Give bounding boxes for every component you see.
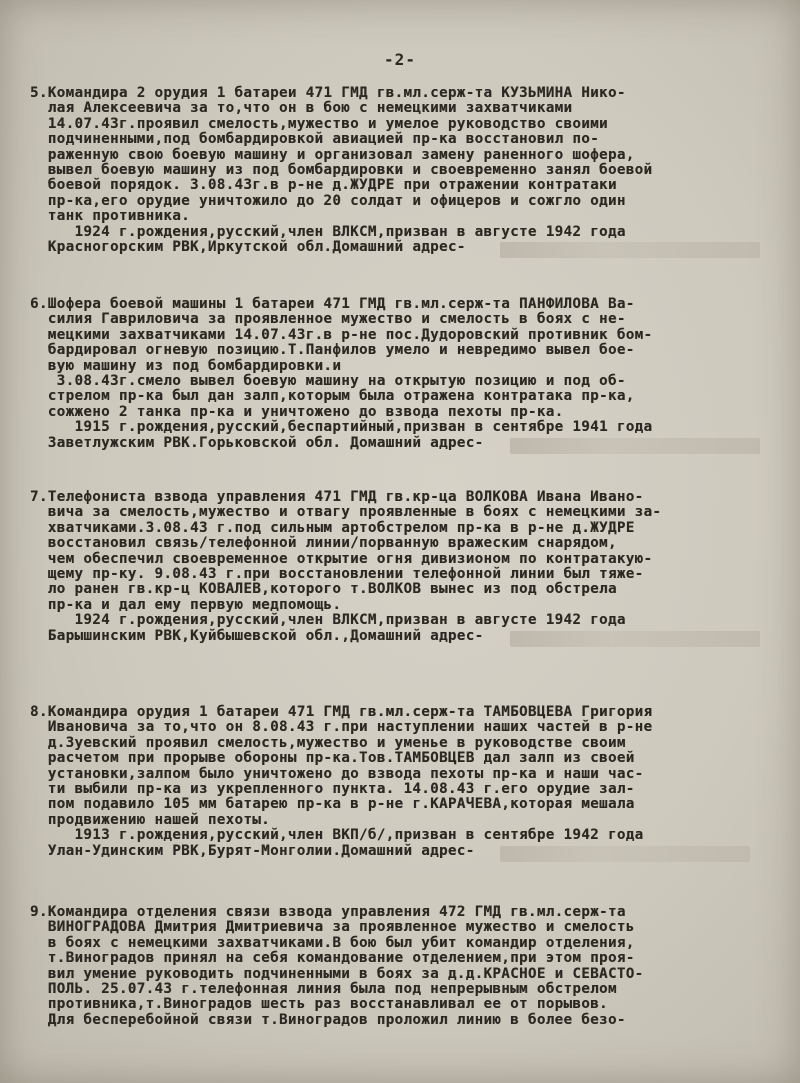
entry-line: пом подавило 105 мм батарею пр-ка в р-не г.КАРАЧЕВА,которая мешала xyxy=(30,796,635,813)
award-entry-8 xyxy=(30,705,785,859)
entry-address-text: Заветлужским РВК.Горьковской обл. Домашний адрес- xyxy=(30,434,484,451)
page-number: -2- xyxy=(384,50,416,69)
entry-line: вую машину из под бомбардировки.и xyxy=(30,357,555,374)
entry-line: д.Зуевский проявил смелость,мужество и уменье в руководстве своим xyxy=(30,734,626,751)
entry-line: силия Гавриловича за проявленное мужество и смелость в боях с не- xyxy=(30,311,626,328)
entry-line: танк противника. xyxy=(30,208,191,225)
entry-address-text: Барышинским РВК,Куйбышевской обл.,Домашний адрес- xyxy=(30,627,484,644)
entry-line: подчиненными,под бомбардировкой авиацией пр-ка восстановил по- xyxy=(30,131,600,148)
entry-line: мецкими захватчиками 14.07.43г.в р-не пос.Дудоровский противник бом- xyxy=(30,326,653,343)
award-entry-6 xyxy=(30,297,785,451)
redaction-blur xyxy=(510,631,760,647)
entry-line: 1915 г.рождения,русский,беспартийный,призван в сентябре 1941 года xyxy=(30,419,653,436)
entry-line: 1913 г.рождения,русский,член ВКП/б/,призван в сентябре 1942 года xyxy=(30,827,644,844)
entry-line: 1924 г.рождения,русский,член ВЛКСМ,призван в августе 1942 года xyxy=(30,223,626,240)
entry-line: ти выбили пр-ка из укрепленного пункта. 14.08.43 г.его орудие зал- xyxy=(30,781,635,798)
entry-line: ПОЛЬ. 25.07.43 г.телефонная линия была под непрерывным обстрелом xyxy=(30,981,617,998)
entry-line: пр-ка и дал ему первую медпомощь. xyxy=(30,596,342,613)
entry-line: вил умение руководить подчиненными в боях за д.д.КРАСНОЕ и СЕВАСТО- xyxy=(30,965,644,982)
award-entry-5 xyxy=(30,86,785,255)
entry-line: сожжено 2 танка пр-ка и уничтожено до взвода пехоты пр-ка. xyxy=(30,403,564,420)
entry-line: 1924 г.рождения,русский,член ВЛКСМ,призван в августе 1942 года xyxy=(30,612,626,629)
entry-line: вывел боевую машину из под бомбардировки и своевременно занял боевой xyxy=(30,162,653,179)
redaction-blur xyxy=(500,846,750,862)
entry-line: вича за смелость,мужество и отвагу проявленные в боях с немецкими за- xyxy=(30,504,662,521)
entry-line xyxy=(30,629,785,644)
entry-line: 7.Телефониста взвода управления 471 ГМД гв.кр-ца ВОЛКОВА Ивана Ивано- xyxy=(30,489,644,505)
entry-line: продвижению нашей пехоты. xyxy=(30,811,271,828)
entry-line xyxy=(30,240,785,255)
entry-line: 3.08.43г.смело вывел боевую машину на открытую позицию и под об- xyxy=(30,373,626,390)
entry-line: лая Алексеевича за то,что он в бою с немецкими захватчиками xyxy=(30,100,573,117)
entry-line: хватчиками.3.08.43 г.под сильным артобстрелом пр-ка в р-не д.ЖУДРЕ xyxy=(30,519,635,536)
entry-line: раженную свою боевую машину и организовал замену раненного шофера, xyxy=(30,146,635,163)
entry-line: ло ранен гв.кр-ц КОВАЛЕВ,которого т.ВОЛКОВ вынес из под обстрела xyxy=(30,581,617,598)
entry-line: 8.Командира орудия 1 батареи 471 ГМД гв.мл.серж-та ТАМБОВЦЕВА Григория xyxy=(30,704,653,720)
entry-line: 6.Шофера боевой машины 1 батареи 471 ГМД гв.мл.серж-та ПАНФИЛОВА Ва- xyxy=(30,296,635,312)
entry-line: 5.Командира 2 орудия 1 батареи 471 ГМД гв.мл.серж-та КУЗЬМИНА Нико- xyxy=(30,85,626,101)
redaction-blur xyxy=(510,438,760,454)
entry-line: восстановил связь/телефонной линии/порванную вражеским снарядом, xyxy=(30,535,617,552)
award-entry-9 xyxy=(30,905,785,1028)
entry-line: 9.Командира отделения связи взвода управления 472 ГМД гв.мл.серж-та xyxy=(30,904,626,920)
award-entry-7 xyxy=(30,490,785,644)
entry-address-text: Улан-Удинским РВК,Бурят-Монголии.Домашний адрес- xyxy=(30,842,475,859)
entry-line: в боях с немецкими захватчиками.В бою был убит командир отделения, xyxy=(30,934,635,951)
entry-line: пр-ка,его орудие уничтожило до 20 солдат и офицеров и сожгло один xyxy=(30,192,626,209)
entry-line xyxy=(30,436,785,451)
entry-address-text: Красногорским РВК,Иркутской обл.Домашний адрес- xyxy=(30,239,466,256)
entry-line: стрелом пр-ка был дан залп,которым была отражена контратака пр-ка, xyxy=(30,388,635,405)
entry-line: Ивановича за то,что он 8.08.43 г.при наступлении наших частей в р-не xyxy=(30,719,653,736)
entry-line: расчетом при прорыве обороны пр-ка.Тов.ТАМБОВЦЕВ дал залп из своей xyxy=(30,750,635,767)
redaction-blur xyxy=(500,242,760,258)
entry-line: бардировал огневую позицию.Т.Панфилов умело и невредимо вывел бое- xyxy=(30,342,635,359)
entry-line: противника,т.Виноградов шесть раз восстанавливал ее от порывов. xyxy=(30,996,608,1013)
entry-line: щему пр-ку. 9.08.43 г.при восстановлении телефонной линии был тяже- xyxy=(30,566,644,583)
entry-line: установки,залпом было уничтожено до взвода пехоты пр-ка и наши час- xyxy=(30,765,644,782)
entry-line: 14.07.43г.проявил смелость,мужество и умелое руководство своими xyxy=(30,115,608,132)
entry-line xyxy=(30,844,785,859)
entry-line: чем обеспечил своевременное открытие огня дивизионом по контратакую- xyxy=(30,550,653,567)
entry-line: т.Виноградов принял на себя командование отделением,при этом проя- xyxy=(30,950,635,967)
entry-line: боевой порядок. 3.08.43г.в р-не д.ЖУДРЕ при отражении контратаки xyxy=(30,177,617,194)
entry-line: Для бесперебойной связи т.Виноградов проложил линию в более безо- xyxy=(30,1011,626,1028)
entry-line: ВИНОГРАДОВА Дмитрия Дмитриевича за проявленное мужество и смелость xyxy=(30,919,635,936)
